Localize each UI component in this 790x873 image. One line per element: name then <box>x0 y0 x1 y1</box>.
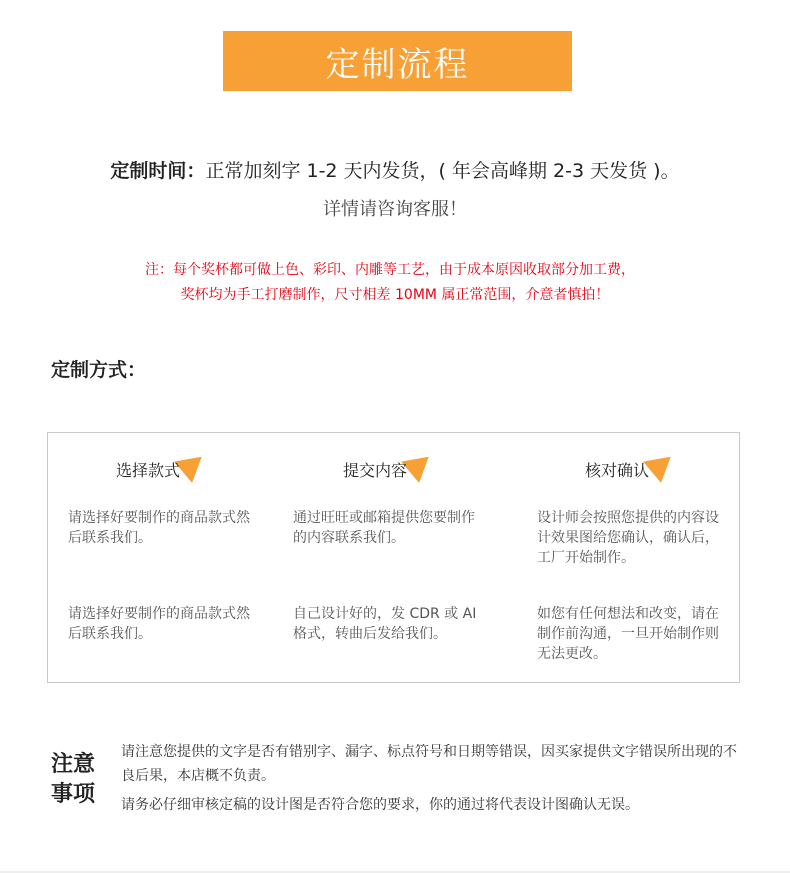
step-2-heading <box>343 458 407 481</box>
step-2-title: 提交内容 <box>343 461 408 480</box>
page-title-banner <box>223 31 572 91</box>
page-title: 定制流程 <box>325 44 470 85</box>
note-line-2: 奖杯均为手工打磨制作，尺寸相差 10MM 属正常范围，介意者慎拍！ <box>180 287 610 303</box>
step-1-title: 选择款式 <box>116 461 181 480</box>
note-line-1: 注：每个奖杯都可做上色、彩印、内雕等工艺，由于成本原因收取部分加工费， <box>145 262 635 278</box>
notice-title-line-1: 注意 <box>51 752 96 777</box>
delivery-time-label: 定制时间： <box>110 160 206 182</box>
method-title: 定制方式： <box>51 359 147 381</box>
step-3-title: 核对确认 <box>585 461 650 480</box>
step-2-desc-2: 自己设计好的，发 CDR 或 AI 格式，转曲后发给我们。 <box>293 606 477 642</box>
step-3-desc-1: 设计师会按照您提供的内容设计效果图给您确认，确认后，工厂开始制作。 <box>537 510 719 566</box>
step-1-heading <box>116 458 180 481</box>
delivery-time-line <box>0 156 790 183</box>
step-1-desc-2: 请选择好要制作的商品款式然后联系我们。 <box>68 606 250 642</box>
delivery-time-text: 正常加刻字 1-2 天内发货，( 年会高峰期 2-3 天发货 )。 <box>205 160 680 182</box>
notice-text-1: 请注意您提供的文字是否有错别字、漏字、标点符号和日期等错误，因买家提供文字错误所出现的不良后果，本店概不负责。 <box>121 744 737 784</box>
step-2-desc-1: 通过旺旺或邮箱提供您要制作的内容联系我们。 <box>293 510 475 546</box>
step-3-desc-2: 如您有任何想法和改变，请在制作前沟通，一旦开始制作则无法更改。 <box>537 606 719 662</box>
step-1-desc-1: 请选择好要制作的商品款式然后联系我们。 <box>68 510 250 546</box>
notice-text-2: 请务必仔细审核定稿的设计图是否符合您的要求，你的通过将代表设计图确认无误。 <box>121 797 639 813</box>
consult-text: 详情请咨询客服！ <box>323 199 467 220</box>
step-3-heading <box>585 458 649 481</box>
notice-title <box>51 750 95 810</box>
notice-title-line-2: 事项 <box>51 782 96 807</box>
